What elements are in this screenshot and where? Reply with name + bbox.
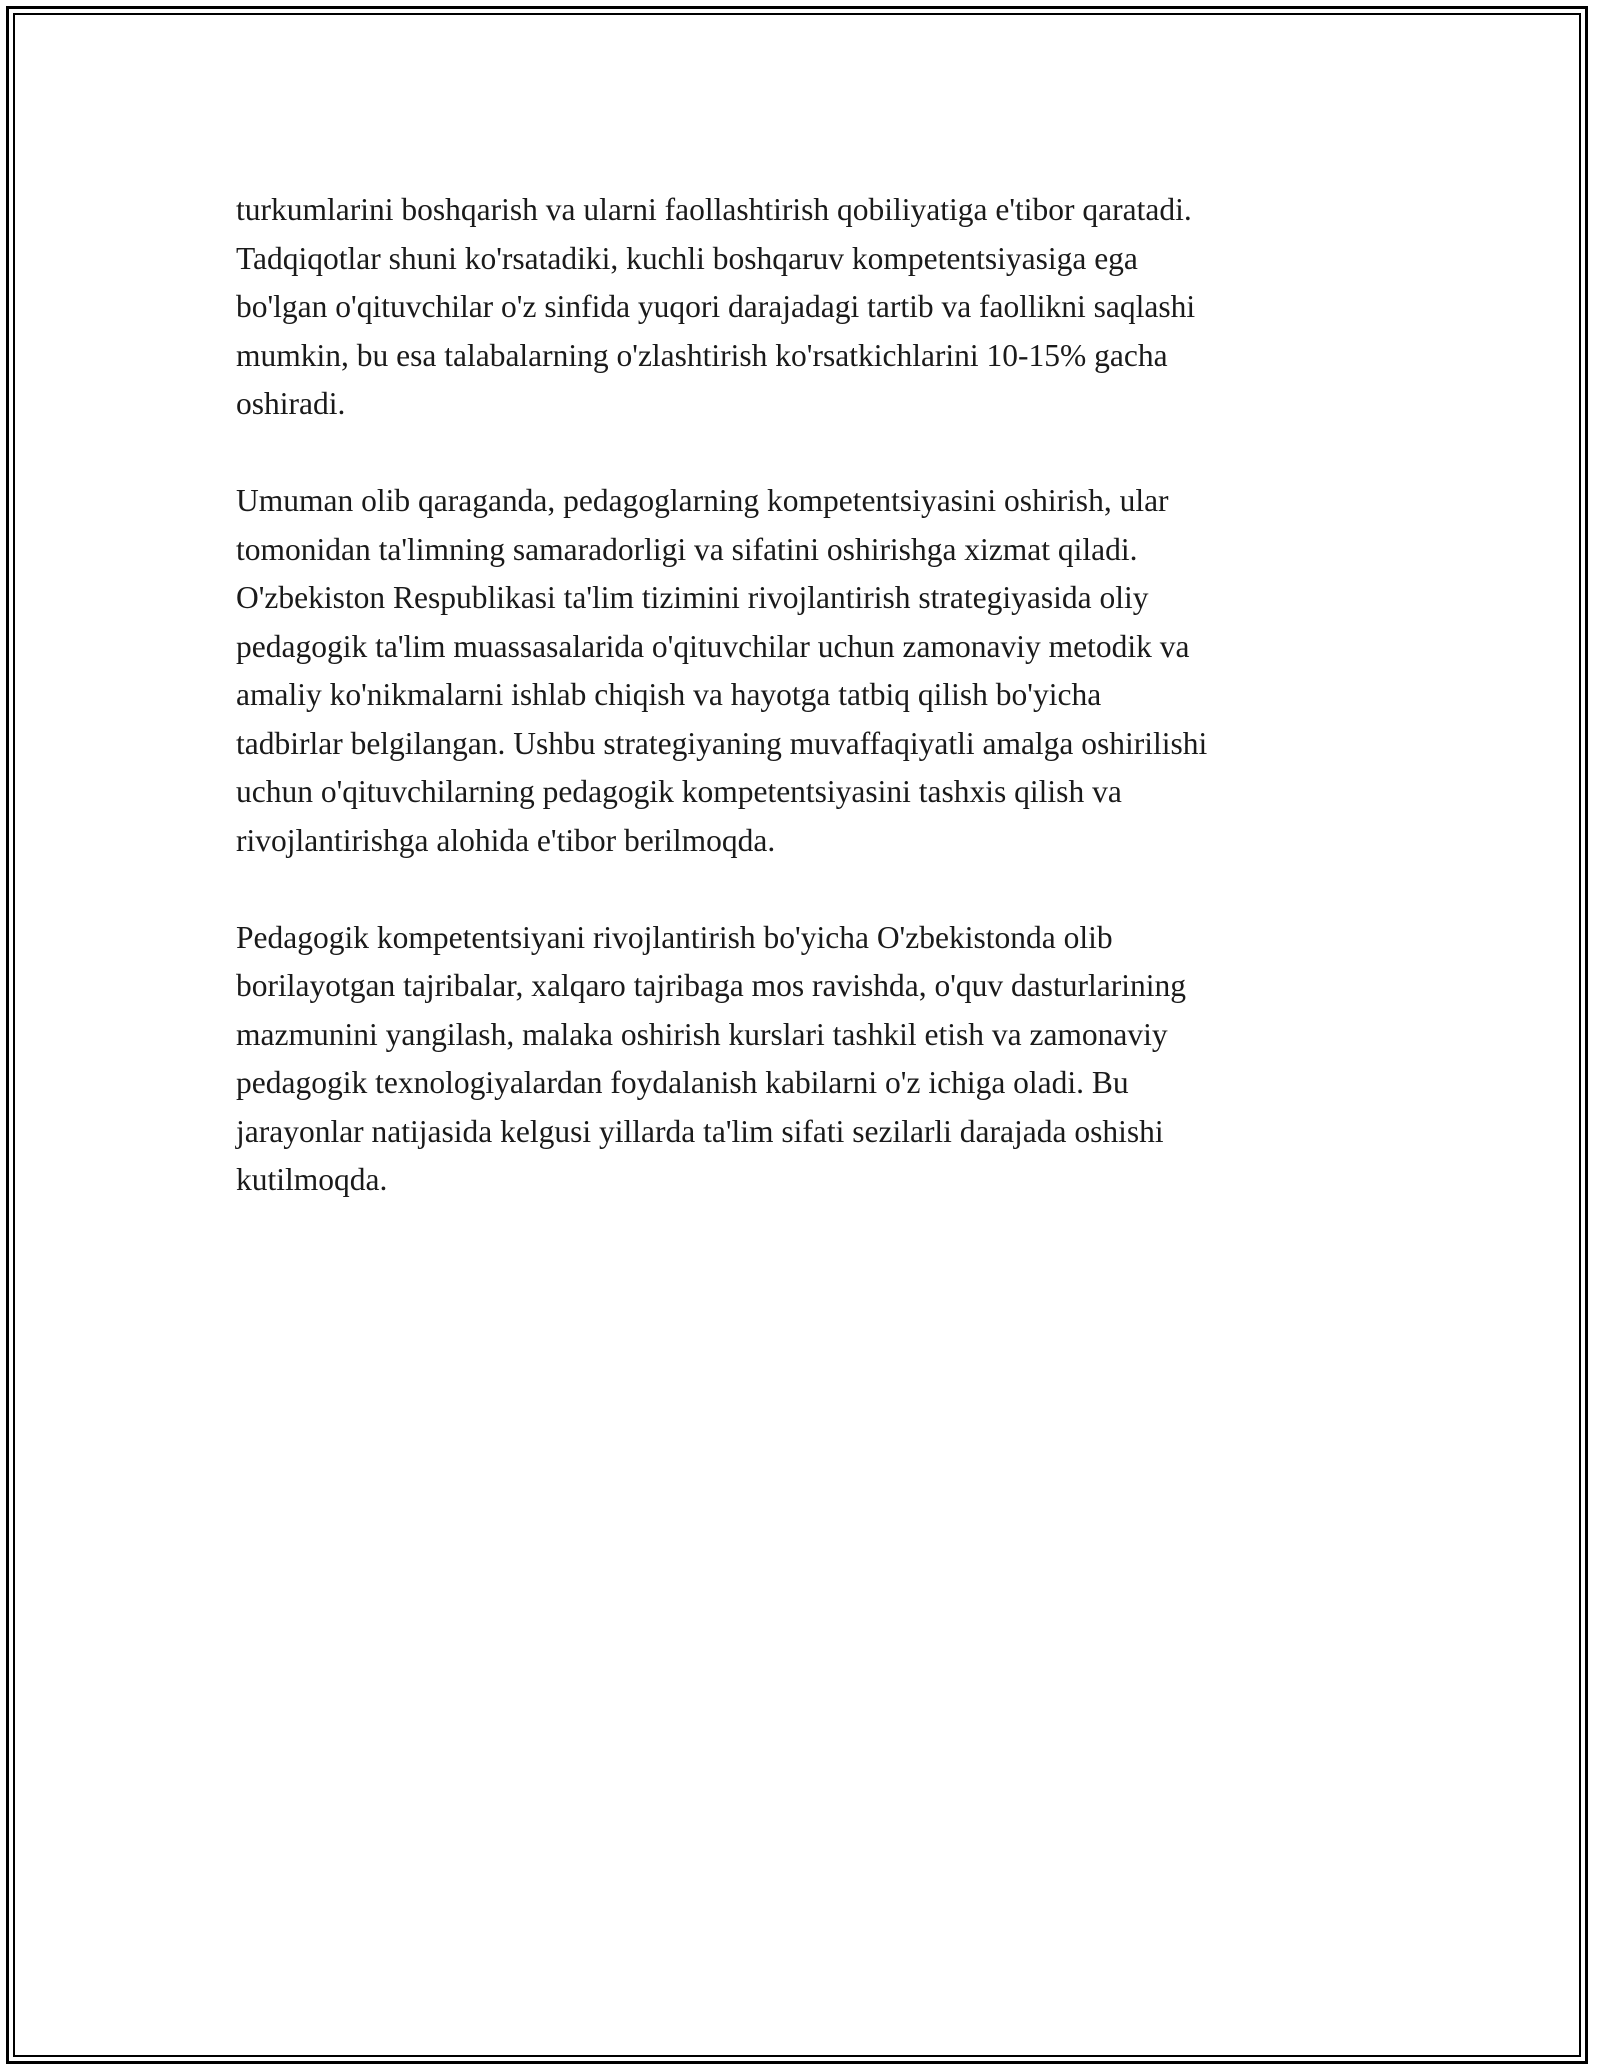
- text-line: bo'lgan o'qituvchilar o'z sinfida yuqori darajadagi tartib va faollikni saqlashi: [236, 289, 1196, 324]
- text-line: mumkin, bu esa talabalarning o'zlashtirish ko'rsatkichlarini 10-15% gacha: [236, 337, 1168, 373]
- text-line: Umuman olib qaraganda, pedagoglarning kompetentsiyasini oshirish, ular: [236, 483, 1169, 518]
- text-line: uchun o'qituvchilarning pedagogik kompetentsiyasini tashxis qilish va: [236, 774, 1122, 809]
- text-line: tomonidan ta'limning samaradorligi va sifatini oshirishga xizmat qiladi.: [236, 531, 1138, 567]
- text-line: pedagogik ta'lim muassasalarida o'qituvchilar uchun zamonaviy metodik va: [236, 628, 1190, 664]
- text-line: Tadqiqotlar shuni ko'rsatadiki, kuchli boshqaruv kompetentsiyasiga ega: [236, 240, 1138, 276]
- text-line: mazmunini yangilash, malaka oshirish kurslari tashkil etish va zamonaviy: [236, 1016, 1168, 1052]
- text-line: Pedagogik kompetentsiyani rivojlantirish bo'yicha O'zbekistonda olib: [236, 919, 1113, 955]
- text-line: pedagogik texnologiyalardan foydalanish kabilarni o'z ichiga oladi. Bu: [236, 1065, 1129, 1100]
- text-line: amaliy ko'nikmalarni ishlab chiqish va hayotga tatbiq qilish bo'yicha: [236, 677, 1102, 712]
- text-line: kutilmoqda.: [236, 1162, 388, 1197]
- text-line: oshiradi.: [236, 386, 346, 421]
- text-line: turkumlarini boshqarish va ularni faollashtirish qobiliyatiga e'tibor qaratadi.: [236, 192, 1192, 227]
- document-body: [236, 186, 1376, 1253]
- text-line: borilayotgan tajribalar, xalqaro tajribaga mos ravishda, o'quv dasturlarining: [236, 968, 1186, 1003]
- paragraph-2: [236, 477, 1376, 865]
- text-line: jarayonlar natijasida kelgusi yillarda ta'lim sifati sezilarli darajada oshishi: [236, 1113, 1164, 1149]
- paragraph-3: [236, 914, 1376, 1205]
- text-line: O'zbekiston Respublikasi ta'lim tizimini rivojlantirish strategiyasida oliy: [236, 580, 1149, 615]
- text-line: rivojlantirishga alohida e'tibor berilmoqda.: [236, 822, 776, 858]
- paragraph-1: [236, 186, 1376, 429]
- text-line: tadbirlar belgilangan. Ushbu strategiyaning muvaffaqiyatli amalga oshirilishi: [236, 725, 1208, 761]
